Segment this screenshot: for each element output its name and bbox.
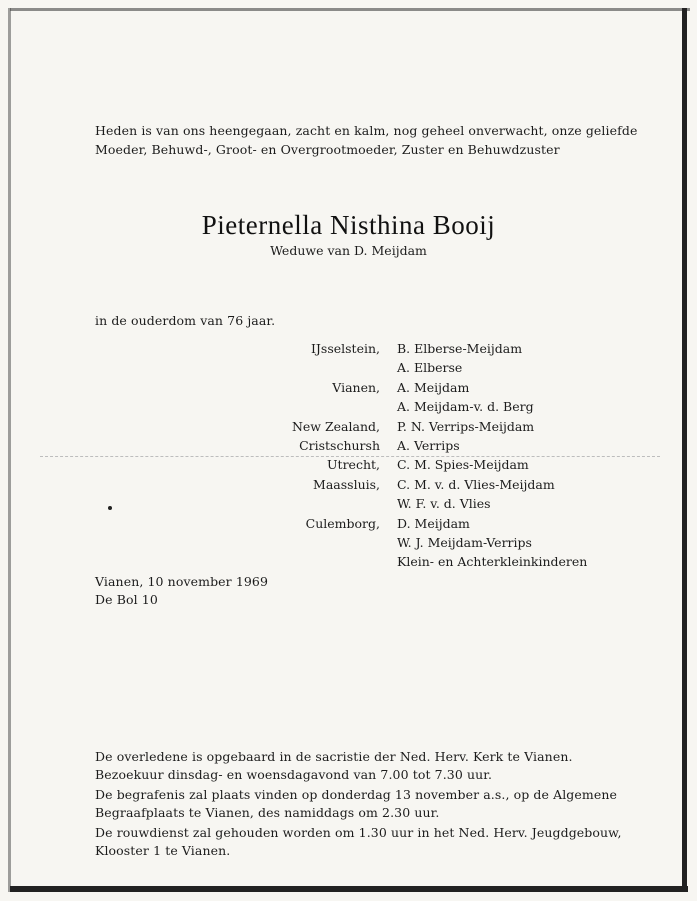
family-member: D. Meijdam (397, 515, 470, 531)
family-member: A. Verrips (397, 438, 460, 454)
family-row (250, 417, 587, 436)
family-row (250, 378, 587, 397)
intro-line-1: Heden is van ons heengegaan, zacht en kalm, nog geheel onverwacht, onze geliefde (95, 123, 638, 138)
notice-line-3: De begrafenis zal plaats vinden op donderdag 13 november a.s., op de Algemene (95, 787, 617, 802)
family-member: C. M. v. d. Vlies-Meijdam (397, 476, 555, 492)
family-member: A. Meijdam (397, 379, 470, 395)
address-line: De Bol 10 (95, 592, 158, 607)
notice-line-1: De overledene is opgebaard in de sacristie der Ned. Herv. Kerk te Vianen. (95, 749, 573, 764)
family-row (250, 436, 587, 455)
family-member: B. Elberse-Meijdam (397, 341, 523, 356)
family-place: Culemborg, (305, 515, 380, 531)
family-row (250, 339, 587, 358)
age-line: in de ouderdom van 76 jaar. (95, 313, 276, 328)
family-row (250, 358, 587, 377)
family-row (250, 494, 587, 513)
family-place (250, 358, 397, 377)
family-member: P. N. Verrips-Meijdam (397, 418, 535, 434)
deceased-name: Pieternella Nisthina Booij (201, 210, 496, 240)
family-place: New Zealand, (291, 418, 380, 434)
family-place: Vianen, (332, 379, 380, 395)
family-list (250, 339, 587, 572)
notice-line-6: Klooster 1 te Vianen. (95, 843, 231, 858)
family-place (250, 494, 397, 513)
family-place (250, 397, 397, 416)
family-member: W. J. Meijdam-Verrips (397, 535, 532, 551)
mourning-border-right (682, 8, 687, 892)
family-row (250, 397, 587, 416)
family-row (250, 455, 587, 474)
family-place: Utrecht, (327, 457, 380, 473)
notice-line-2: Bezoekuur dinsdag- en woensdagavond van 7.00 tot 7.30 uur. (95, 767, 493, 782)
scan-speck (108, 506, 112, 510)
family-place (250, 552, 397, 571)
family-row (250, 533, 587, 552)
intro-line-2: Moeder, Behuwd-, Groot- en Overgrootmoeder, Zuster en Behuwdzuster (95, 142, 560, 157)
family-member: W. F. v. d. Vlies (397, 496, 491, 512)
mourning-border-bottom (10, 886, 688, 892)
family-row (250, 514, 587, 533)
family-place: Cristschursh (299, 438, 380, 454)
family-member: Klein- en Achterkleinkinderen (397, 554, 588, 570)
family-row (250, 475, 587, 494)
deceased-subtitle: Weduwe van D. Meijdam (270, 243, 427, 258)
family-member: A. Meijdam-v. d. Berg (397, 399, 534, 415)
family-member: C. M. Spies-Meijdam (397, 457, 529, 473)
family-row (250, 552, 587, 571)
family-place: Maassluis, (313, 476, 380, 492)
family-place: IJsselstein, (310, 341, 380, 356)
place-date-line: Vianen, 10 november 1969 (95, 574, 269, 589)
notice-line-5: De rouwdienst zal gehouden worden om 1.30 uur in het Ned. Herv. Jeugdgebouw, (95, 825, 622, 840)
family-member: A. Elberse (397, 360, 463, 376)
mourning-border-left (8, 8, 11, 892)
family-place (250, 533, 397, 552)
mourning-border-top (10, 8, 690, 11)
notice-line-4: Begraafplaats te Vianen, des namiddags om 2.30 uur. (95, 805, 440, 820)
